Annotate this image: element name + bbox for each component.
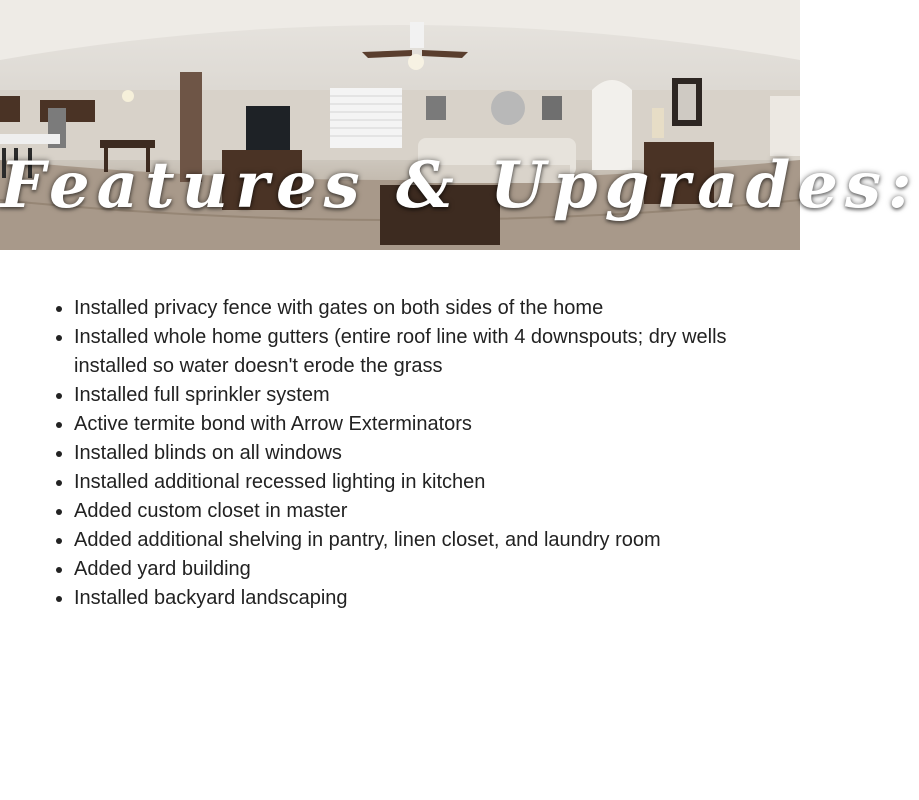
list-item: Added yard building [50,555,750,584]
features-list [50,294,750,613]
list-item: Installed backyard landscaping [50,584,750,613]
list-item: Installed privacy fence with gates on both sides of the home [50,294,750,323]
list-item: Installed blinds on all windows [50,439,750,468]
hero-banner [0,0,919,250]
list-item: Active termite bond with Arrow Exterminators [50,410,750,439]
list-item: Added additional shelving in pantry, linen closet, and laundry room [50,526,750,555]
list-item: Added custom closet in master [50,497,750,526]
hero-title: Features & Upgrades: [0,148,919,223]
list-item: Installed whole home gutters (entire roof line with 4 downspouts; dry wells installed so water doesn't erode the grass [50,323,750,381]
list-item: Installed additional recessed lighting in kitchen [50,468,750,497]
list-item: Installed full sprinkler system [50,381,750,410]
